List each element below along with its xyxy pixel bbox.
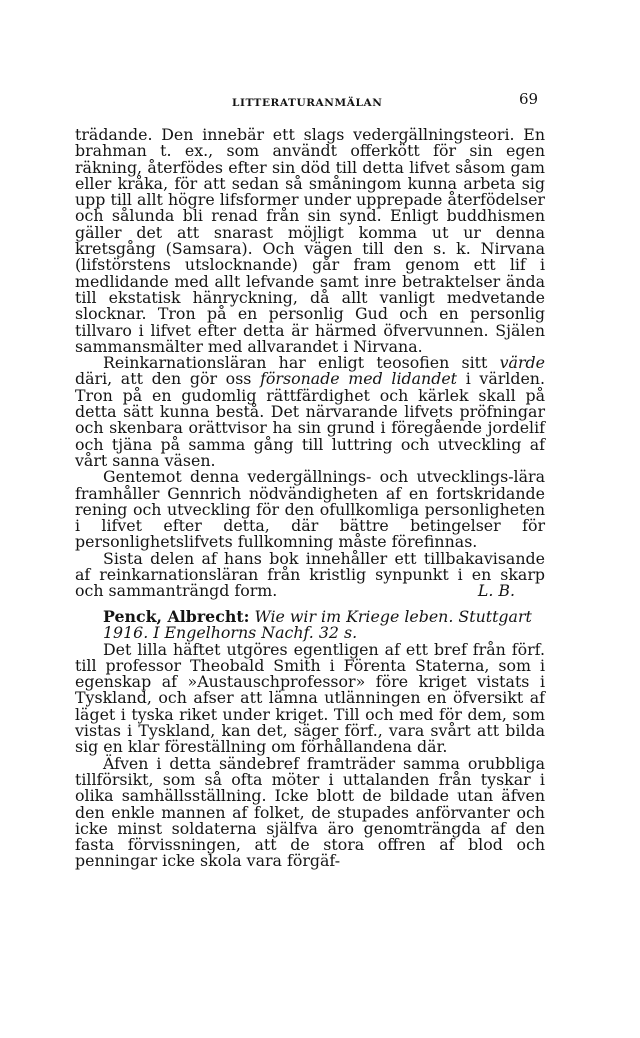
review-1-text: [75, 127, 545, 600]
review-pubinfo: 1916. I Engelhorns Nachf. 32 s.: [103, 623, 358, 643]
paragraph: [75, 548, 545, 601]
paragraph-text: Sista delen af hans bok innehåller ett tillbakavisande af reinkarnationsläran från kristlig synpunkt i en skarp och sammanträngd form.: [75, 548, 545, 601]
review-title: Wie wir im Kriege leben. Stuttgart: [254, 607, 532, 626]
paragraph-text: Reinkarnationsläran har enligt teosofien sitt: [103, 353, 488, 373]
paragraph: Gentemot denna vedergällnings- och utvecklings-lära framhåller Gennrich nödvändigheten af en fortskridande rening och utveckling för den ofullkomliga personligheten i lifvet efter detta, där bättre betingelser för personlighetslifvets fullkomning måste förefinnas.: [75, 467, 545, 552]
emphasis: värde: [499, 353, 545, 373]
paragraph-text: däri, att den gör oss: [75, 369, 252, 389]
review-author: Penck, Albrecht:: [103, 607, 250, 626]
paragraph: [75, 355, 545, 469]
review-2-text: [75, 609, 545, 870]
paragraph: trädande. Den innebär ett slags vedergällningsteori. En brahman t. ex., som användt offerkött för sin egen räkning, återfödes efter sin död till detta lifvet såsom gam eller kråka, för att sedan så småningom kunna arbeta sig upp till allt högre lifsformer under upprepade återfödelser och sålunda bli renad från sin synd. Enligt buddhismen gäller det att snarast möjligt komma ut ur denna kretsgång (Samsara). Och vägen till den s. k. Nirvana (lifstörstens utslocknande) går fram genom ett lif i medlidande med allt lefvande samt inre betraktelser ända till ekstatisk hänryckning, då allt vanligt medvetande slocknar. Tron på en personlig Gud och en personlig tillvaro i lifvet efter detta är härmed öfvervunnen. Själen sammansmälter med allvarandet i Nirvana.: [75, 125, 545, 356]
paragraph-text: i världen. Tron på en gudomlig rättfärdighet och kärlek skall på detta sätt kunna bestå. Det närvarande lifvets pröfningar och skenbara orättvisor ha sin grund i föregående jordelif och tjäna på samma gång till luttring och utveckling af vårt sanna väsen.: [75, 369, 545, 470]
signature: L. B.: [477, 581, 515, 601]
page-number: 69: [519, 90, 539, 108]
emphasis: försonade med lidandet: [260, 369, 458, 389]
running-head: LITTERATURANMÄLAN: [232, 97, 383, 109]
paragraph: Äfven i detta sändebref framträder samma orubbliga tillförsikt, som så ofta möter i uttalanden från tyskar i olika samhällsställning. Icke blott de bildade utan äfven den enkle mannen af folket, de stupades anförvanter och icke minst soldaterna själfva äro genomträngda af den fasta förvissningen, att de stora offren af blod och penningar icke skola vara förgäf-: [75, 753, 545, 871]
paragraph: Det lilla häftet utgöres egentligen af ett bref från förf. till professor Theobald Smith i Förenta Staterna, som i egenskap af »Austauschprofessor» före kriget vistats i Tyskland, och afser att lämna utlänningen en öfversikt af läget i tyska riket under kriget. Till och med för dem, som vistas i Tyskland, kan det, säger förf., vara svårt att bilda sig en klar föreställning om förhållandena där.: [75, 639, 545, 757]
